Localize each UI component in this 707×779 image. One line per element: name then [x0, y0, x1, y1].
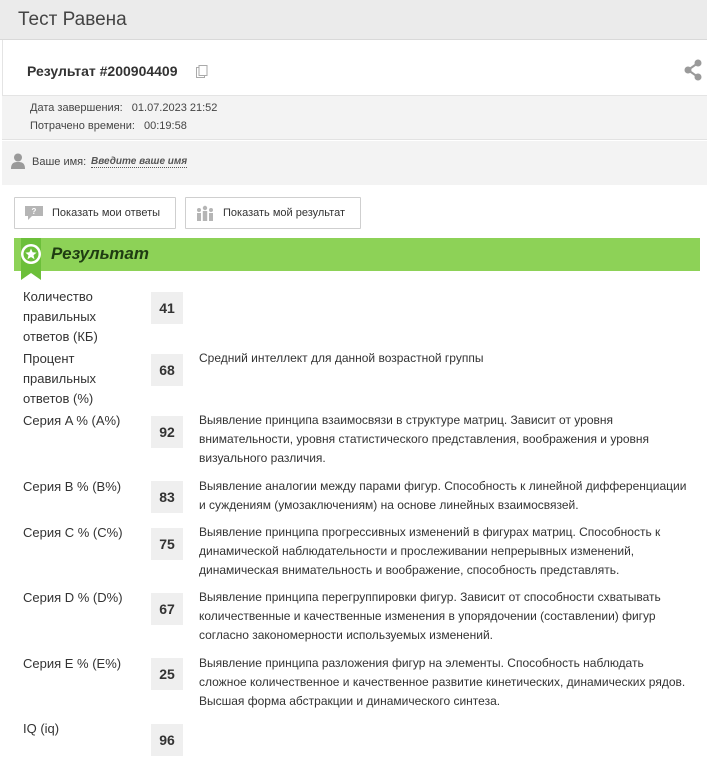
completed-label: Дата завершения:	[30, 102, 123, 114]
answers-icon	[24, 205, 44, 221]
row-label: Серия C % (C%)	[23, 525, 123, 540]
row-value: 92	[151, 416, 183, 448]
row-label: Процент правильных ответов (%)	[23, 351, 97, 406]
show-answers-label: Показать мои ответы	[52, 207, 161, 219]
row-value: 67	[151, 593, 183, 625]
row-description: Выявление аналогии между парами фигур. Способность к линейной дифференциации и суждениям (умозаключениям) на основе линейных взаимосвязей.	[199, 479, 687, 512]
row-value: 25	[151, 658, 183, 690]
row-label: Серия A % (A%)	[23, 413, 121, 428]
row-value: 75	[151, 528, 183, 560]
person-icon	[11, 153, 25, 169]
row-description: Выявление принципа взаимосвязи в структуре матриц. Зависит от уровня внимательности, уровня статистического представления, воображения и уровня визуального различия.	[199, 413, 650, 465]
row-description: Выявление принципа перегруппировки фигур. Зависит от способности схватывать количественные и качественные изменения в упорядочении (составлении) фигур согласно закономерности используемых изменений.	[199, 590, 661, 642]
row-label: Серия B % (B%)	[23, 479, 122, 494]
row-value: 83	[151, 481, 183, 513]
share-icon[interactable]	[683, 59, 703, 81]
name-input[interactable]: Введите ваше имя	[91, 156, 188, 167]
name-label: Ваше имя:	[32, 156, 87, 168]
result-icon	[195, 205, 215, 221]
badge-icon	[18, 238, 44, 280]
time-spent-label: Потрачено времени:	[30, 120, 135, 132]
show-answers-button[interactable]	[14, 197, 176, 229]
app-title: Тест Равена	[18, 9, 127, 30]
row-value: 68	[151, 354, 183, 386]
app-header	[0, 0, 707, 40]
svg-text:?: ?	[31, 207, 37, 216]
row-label: Серия E % (E%)	[23, 656, 122, 671]
row-description: Выявление принципа разложения фигур на элементы. Способность наблюдать сложное количественное и качественное развитие кинетических, динамических рядов. Высшая форма абстракции и динамического синтеза.	[199, 656, 686, 708]
time-spent-row	[30, 120, 187, 132]
result-meta	[2, 96, 707, 140]
result-title: Результат #200904409	[27, 63, 178, 79]
completed-row	[30, 102, 217, 114]
show-result-label: Показать мой результат	[223, 207, 345, 219]
result-header	[2, 40, 707, 96]
result-banner	[14, 238, 700, 271]
row-value: 96	[151, 724, 183, 756]
show-result-button[interactable]	[185, 197, 361, 229]
row-description: Средний интеллект для данной возрастной группы	[199, 351, 484, 365]
row-description: Выявление принципа прогрессивных изменений в фигурах матриц. Способность к динамической наблюдательности и прослеживании непрерывных изменений, динамическая внимательность и воображение, способность представлять.	[199, 525, 661, 577]
result-banner-title: Результат	[51, 244, 149, 263]
time-spent-value: 00:19:58	[144, 120, 187, 132]
name-bar	[2, 141, 707, 185]
row-value: 41	[151, 292, 183, 324]
copy-icon[interactable]	[196, 65, 208, 78]
row-label: IQ (iq)	[23, 721, 60, 736]
row-label: Серия D % (D%)	[23, 590, 123, 605]
completed-value: 01.07.2023 21:52	[131, 102, 218, 114]
row-label: Количество правильных ответов (КБ)	[23, 289, 98, 344]
